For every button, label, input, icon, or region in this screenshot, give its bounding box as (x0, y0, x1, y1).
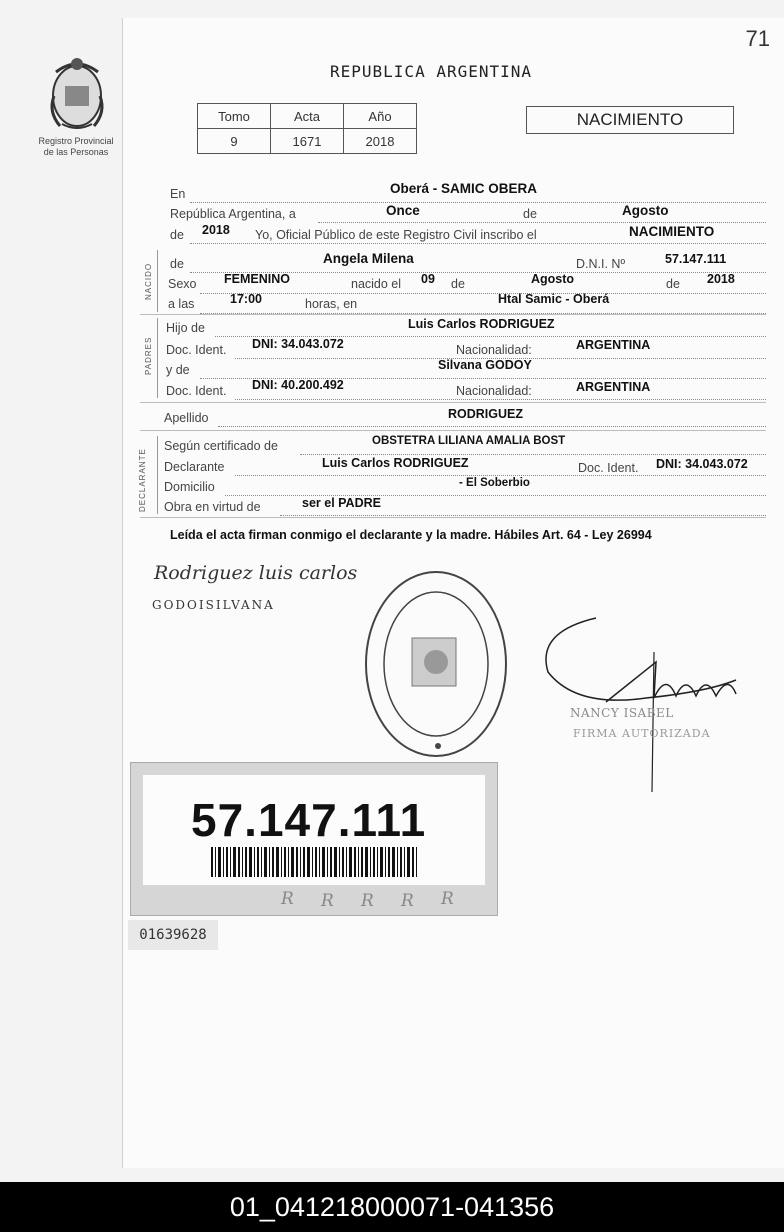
handwritten-signature-father: Rodriguez luis carlos (154, 562, 358, 584)
apellido-value: RODRIGUEZ (448, 407, 523, 421)
r-pattern-mark: R (281, 889, 294, 909)
record-table (197, 103, 417, 154)
r-pattern-mark: R (401, 891, 414, 911)
acta-value: 1671 (271, 129, 344, 154)
dia-value: 09 (421, 272, 435, 286)
republica-label: República Argentina, a (170, 207, 296, 221)
dotted-line (200, 295, 766, 314)
section-separator (140, 402, 766, 403)
domicilio-label: Domicilio (164, 480, 215, 494)
de-label-4: de (666, 277, 680, 291)
dni-label: D.N.I. Nº (576, 257, 626, 271)
barcode-number: 57.147.111 (191, 794, 427, 846)
madre-nacionalidad: ARGENTINA (576, 380, 651, 394)
lugar-value: Htal Samic - Oberá (498, 292, 610, 306)
r-pattern-mark: R (321, 891, 334, 911)
certificado-value: OBSTETRA LILIANA AMALIA BOST (372, 435, 566, 447)
official-signature-icon (536, 612, 756, 796)
document-title: REPUBLICA ARGENTINA (330, 62, 533, 81)
domicilio-value: - El Soberbio (459, 477, 530, 489)
section-bracket (157, 318, 158, 398)
registry-seal-icon (360, 566, 512, 762)
mes-value: Agosto (531, 272, 575, 286)
obra-value: ser el PADRE (302, 496, 381, 510)
official-role: FIRMA AUTORIZADA (573, 727, 711, 740)
page-number: 71 (745, 26, 770, 51)
madre-name: Silvana GODOY (438, 358, 532, 372)
closing-text: Leída el acta firman conmigo el declarante y la madre. Hábiles Art. 64 - Ley 26994 (170, 528, 652, 542)
padre-name: Luis Carlos RODRIGUEZ (408, 317, 555, 331)
hijo-de-label: Hijo de (166, 321, 205, 335)
official-name: NANCY ISABEL (570, 706, 674, 720)
section-bracket (157, 436, 158, 514)
tomo-header: Tomo (198, 104, 271, 129)
y-de-label: y de (166, 363, 190, 377)
footer-filename: 01_041218000071-041356 (0, 1182, 784, 1232)
anio-value: 2018 (344, 129, 417, 154)
place-value: Oberá - SAMIC OBERA (390, 181, 538, 196)
nacido-dni: 57.147.111 (665, 252, 727, 266)
padre-nacionalidad: ARGENTINA (576, 338, 651, 352)
padres-section-label: PADRES (144, 336, 153, 375)
month-value: Agosto (622, 203, 669, 218)
a-las-label: a las (168, 297, 195, 311)
declarante-doc: DNI: 34.043.072 (656, 457, 748, 471)
certificado-label: Según certificado de (164, 439, 278, 453)
padre-dni: DNI: 34.043.072 (252, 337, 344, 351)
registry-caption-line1: Registro Provincial (38, 136, 114, 146)
declarante-label: Declarante (164, 460, 225, 474)
registry-caption (24, 136, 128, 158)
apellido-label: Apellido (164, 411, 209, 425)
declarante-value: Luis Carlos RODRIGUEZ (322, 456, 469, 470)
barcode-label (143, 775, 485, 885)
obra-label: Obra en virtud de (164, 500, 261, 514)
sexo-label: Sexo (168, 277, 197, 291)
registry-caption-line2: de las Personas (43, 147, 109, 157)
declarante-doc-label: Doc. Ident. (578, 461, 639, 475)
declarante-section-label: DECLARANTE (138, 448, 147, 512)
section-separator (140, 314, 766, 315)
en-label: En (170, 187, 186, 201)
nacido-section-label: NACIDO (144, 262, 153, 300)
nacido-name: Angela Milena (323, 251, 414, 266)
province-crest-icon (40, 52, 114, 136)
madre-doc-label: Doc. Ident. (166, 384, 227, 398)
section-bracket (157, 250, 158, 312)
barcode-sticker (130, 762, 498, 916)
record-type-box: NACIMIENTO (526, 106, 734, 134)
year-value: 2018 (202, 223, 230, 237)
section-separator (140, 517, 766, 518)
anio-nacimiento: 2018 (707, 272, 735, 286)
r-pattern-mark: R (441, 889, 454, 909)
anio-header: Año (344, 104, 417, 129)
padre-doc-label: Doc. Ident. (166, 343, 227, 357)
de-label: de (523, 207, 537, 221)
nacido-el-label: nacido el (351, 277, 402, 291)
yo-label: Yo, Oficial Público de este Registro Civil inscribo el (255, 228, 537, 242)
serial-number: 01639628 (128, 920, 218, 950)
de-label-3: de (451, 277, 465, 291)
handwritten-signature-mother: GODOISILVANA (152, 598, 275, 612)
madre-dni: DNI: 40.200.492 (252, 378, 344, 392)
nacido-de-label: de (170, 257, 184, 271)
hora-value: 17:00 (230, 292, 262, 306)
horas-en-label: horas, en (305, 297, 358, 311)
madre-nacionalidad-label: Nacionalidad: (456, 384, 532, 398)
de-label-2: de (170, 228, 184, 242)
r-pattern-mark: R (361, 891, 374, 911)
acta-header: Acta (271, 104, 344, 129)
section-separator (140, 430, 766, 431)
inscribo-value: NACIMIENTO (629, 224, 715, 239)
barcode-icon (211, 847, 421, 877)
padre-nacionalidad-label: Nacionalidad: (456, 343, 532, 357)
sexo-value: FEMENINO (224, 272, 290, 286)
tomo-value: 9 (198, 129, 271, 154)
day-value: Once (386, 203, 420, 218)
